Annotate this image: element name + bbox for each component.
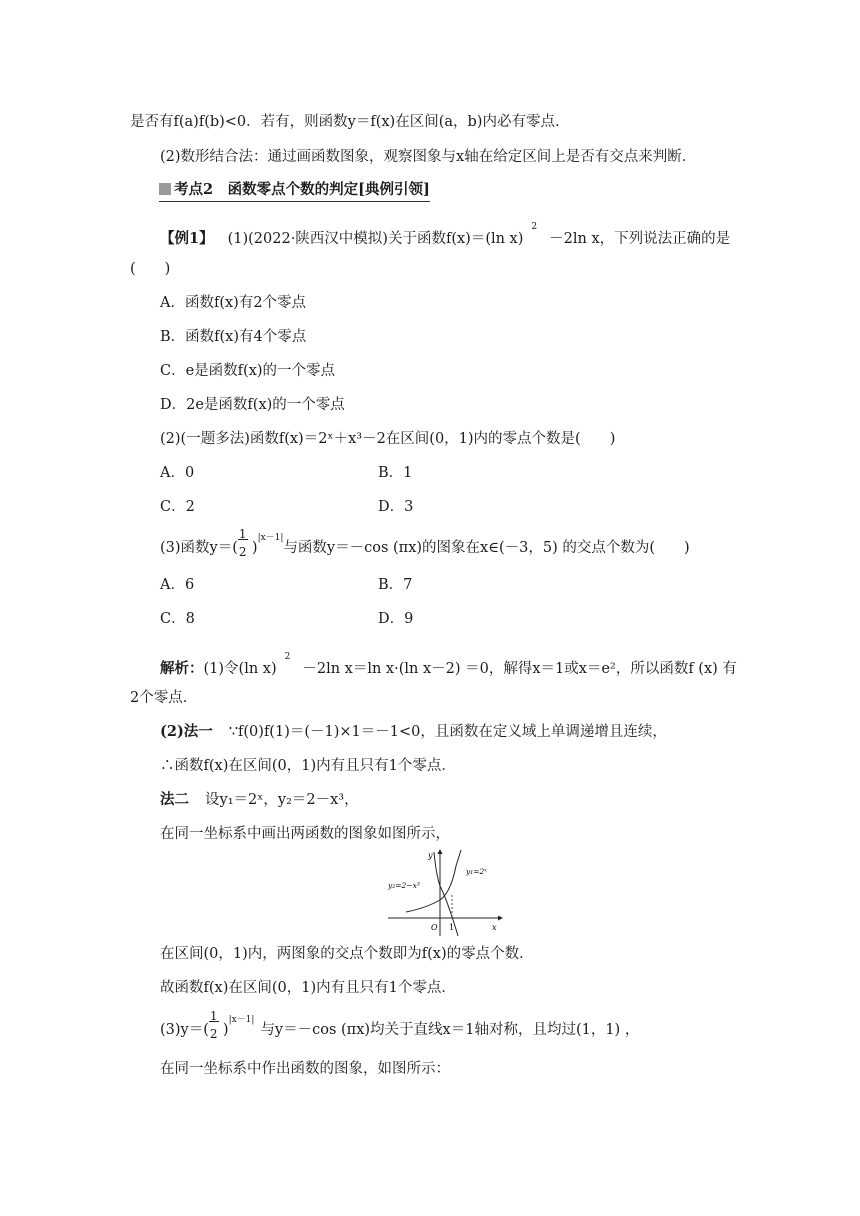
answer-paren: ( ) bbox=[130, 261, 171, 277]
q2-option-d: D．3 bbox=[378, 499, 414, 515]
q3-option-d: D．9 bbox=[378, 611, 414, 627]
text-line: 在同一坐标系中画出两函数的图象如图所示， bbox=[160, 826, 450, 842]
graph-label-y: y bbox=[428, 851, 433, 860]
text-line: 2个零点． bbox=[130, 690, 198, 706]
option-a: A．函数f(x)有2个零点 bbox=[160, 295, 307, 311]
question-3: (3)函数y＝( $\frac{1}{2}$ )$^{|x-1|}$与函数y＝－cos (πx)的图象在x∈(－3，5) 的交点个数为( ) bbox=[160, 527, 690, 559]
graph-label-origin: O bbox=[431, 923, 438, 932]
graph-label-x: x bbox=[492, 923, 497, 932]
example-1-line: 【例1】 (1)(2022·陕西汉中模拟)关于函数f(x)＝(ln x)$^2$－2ln x，下列说法正确的是 bbox=[160, 222, 731, 247]
function-graph bbox=[386, 846, 504, 936]
text-line: 是否有f(a)f(b)<0．若有，则函数y＝f(x)在区间(a，b)内必有零点． bbox=[130, 114, 570, 130]
question-2: (2)(一题多法)函数f(x)＝2ˣ＋x³－2在区间(0，1)内的零点个数是( ) bbox=[160, 431, 616, 447]
text-line: 在区间(0，1)内，两图象的交点个数即为f(x)的零点个数． bbox=[160, 946, 534, 962]
text-line: (2)数形结合法：通过画函数图象，观察图象与x轴在给定区间上是否有交点来判断． bbox=[160, 149, 697, 165]
option-c: C．e是函数f(x)的一个零点 bbox=[160, 363, 336, 379]
q2-option-b: B．1 bbox=[378, 465, 413, 481]
q3-option-a: A．6 bbox=[160, 577, 195, 593]
q2-option-c: C．2 bbox=[160, 499, 195, 515]
q3-option-c: C．8 bbox=[160, 611, 195, 627]
option-d: D．2e是函数f(x)的一个零点 bbox=[160, 397, 345, 413]
q3-option-b: B．7 bbox=[378, 577, 413, 593]
text-line: ∴函数f(x)在区间(0，1)内有且只有1个零点． bbox=[160, 758, 456, 774]
graph-label-y1: y₁=2ˣ bbox=[466, 867, 487, 876]
graph-label-y2: y₂=2−x³ bbox=[388, 881, 420, 890]
solution-2-method-2: 法二 设y₁＝2ˣ，y₂＝2－x³， bbox=[160, 791, 359, 808]
q2-option-a: A．0 bbox=[160, 465, 195, 481]
section-heading: 考点2 函数零点个数的判定[典例引领] bbox=[159, 180, 430, 200]
text-line: 故函数f(x)在区间(0，1)内有且只有1个零点． bbox=[160, 980, 456, 996]
solution-3: (3)y＝( $\frac{1}{2}$ )$^{|x-1|}$与y＝－cos (πx)均关于直线x＝1轴对称，且均过(1，1) ， bbox=[160, 1009, 640, 1041]
option-b: B．函数f(x)有4个零点 bbox=[160, 329, 307, 345]
graph-label-one: 1 bbox=[449, 923, 455, 932]
solution-2-method-1: (2)法一 ∵f(0)f(1)＝(－1)×1＝－1<0，且函数在定义域上单调递增且连续， bbox=[160, 723, 667, 740]
section-square-icon bbox=[159, 183, 171, 195]
solution-1: 解析：(1)令(ln x)$^2$－2ln x＝ln x·(ln x－2) ＝0，解得x＝1或x＝e²，所以函数f (x) 有 bbox=[160, 652, 737, 677]
text-line: 在同一坐标系中作出函数的图象，如图所示： bbox=[160, 1061, 450, 1077]
